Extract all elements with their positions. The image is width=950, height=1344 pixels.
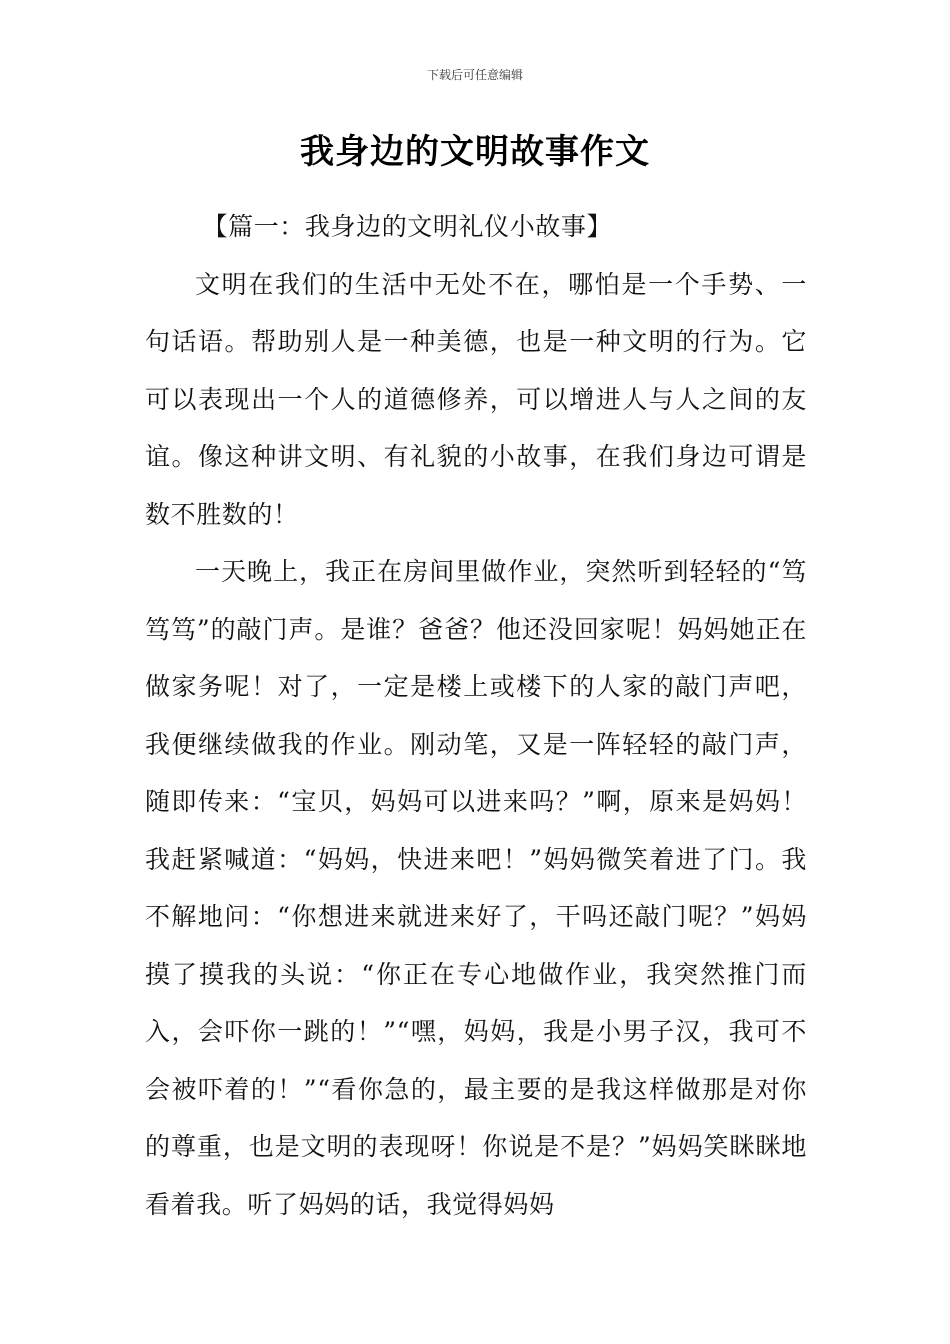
document-body xyxy=(145,198,807,1233)
document-title: 我身边的文明故事作文 xyxy=(300,132,650,172)
section-heading: 【篇一：我身边的文明礼仪小故事】 xyxy=(202,212,613,241)
paragraph-1: 文明在我们的生活中无处不在，哪怕是一个手势、一句话语。帮助别人是一种美德，也是一种文明的行为。它可以表现出一个人的道德修养，可以增进人与人之间的友谊。像这种讲文明、有礼貌的小故事，在我们身边可谓是数不胜数的！ xyxy=(145,269,807,529)
download-note: 下载后可任意编辑 xyxy=(426,68,523,82)
paragraph-2: 一天晚上，我正在房间里做作业，突然听到轻轻的“笃笃笃”的敲门声。是谁？爸爸？他还没回家呢！妈妈她正在做家务呢！对了，一定是楼上或楼下的人家的敲门声吧，我便继续做我的作业。刚动笔，又是一阵轻轻的敲门声，随即传来：“宝贝，妈妈可以进来吗？”啊，原来是妈妈！我赶紧喊道：“妈妈，快进来吧！”妈妈微笑着进了门。我不解地问：“你想进来就进来好了，干吗还敲门呢？”妈妈摸了摸我的头说：“你正在专心地做作业，我突然推门而入，会吓你一跳的！”“嘿，妈妈，我是小男子汉，我可不会被吓着的！”“看你急的，最主要的是我这样做那是对你的尊重，也是文明的表现呀！你说是不是？”妈妈笑眯眯地看着我。听了妈妈的话，我觉得妈妈 xyxy=(145,557,807,1219)
